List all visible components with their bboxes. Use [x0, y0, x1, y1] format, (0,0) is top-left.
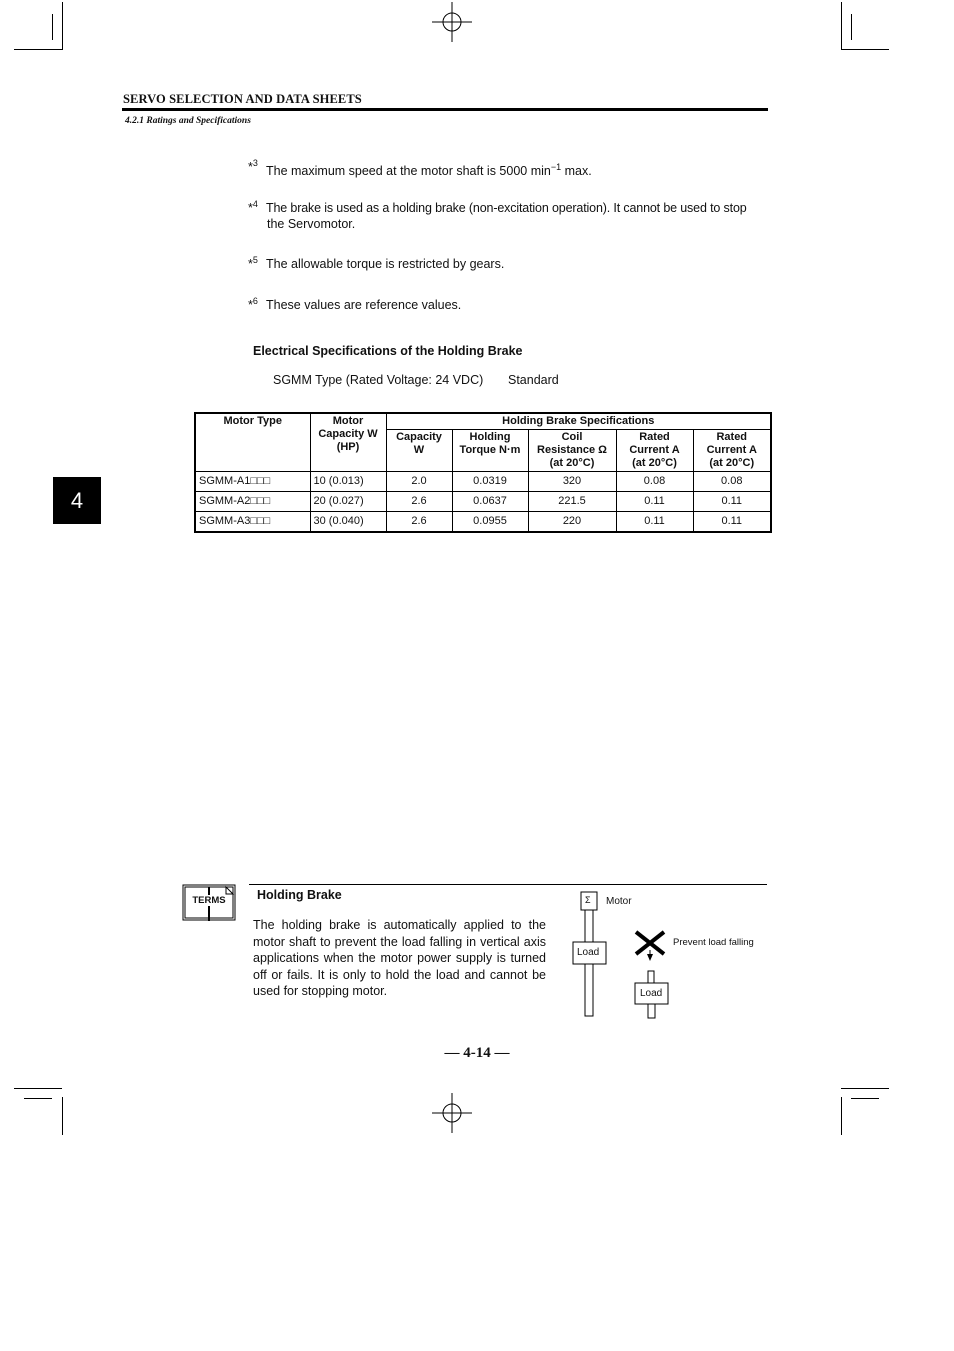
header-brake-specs: Holding Brake Specifications — [386, 413, 771, 430]
cell-torque: 0.0637 — [452, 492, 528, 512]
cell-capacity: 2.6 — [386, 492, 452, 512]
footnote-3: *$^3$ The maximum speed at the motor shaft is 5000 $\min^{-1} \max$. — [248, 158, 592, 179]
cell-motor-capacity: 30 (0.040) — [310, 512, 386, 533]
holding-brake-diagram — [570, 888, 770, 1023]
footnote-5: *$^5$ The allowable torque is restricted by gears. — [248, 255, 505, 272]
header-motor-type: Motor Type — [195, 413, 310, 472]
cell-motor-capacity: 20 (0.027) — [310, 492, 386, 512]
table-row — [195, 492, 771, 512]
section-subheader: 4.2.1 Ratings and Specifications — [125, 116, 251, 126]
header-motor-capacity: Motor Capacity W (HP) — [310, 413, 386, 472]
cell-capacity: 2.0 — [386, 472, 452, 492]
running-header: SERVO SELECTION AND DATA SHEETS — [123, 92, 362, 106]
load-label-left: Load — [577, 947, 600, 958]
sigma-symbol: Σ — [585, 895, 591, 905]
header-holding-torque: Holding Torque N·m — [452, 430, 528, 472]
crop-mark — [851, 1098, 879, 1099]
cell-torque: 0.0319 — [452, 472, 528, 492]
footnote-6: *$^6$ These values are reference values. — [248, 296, 462, 313]
prevent-label: Prevent load falling — [673, 937, 754, 948]
chapter-tab: 4 — [53, 477, 101, 524]
table-row — [195, 472, 771, 492]
crop-mark — [62, 1097, 63, 1135]
header-rated-current: Rated Current A (at 20°C) — [616, 430, 693, 472]
cell-torque: 0.0955 — [452, 512, 528, 533]
cell-resistance: 320 — [528, 472, 616, 492]
registration-mark — [432, 2, 472, 42]
cell-resistance: 220 — [528, 512, 616, 533]
header-rated-current: Rated Current A (at 20°C) — [693, 430, 771, 472]
page-number: — 4-14 — — [444, 1045, 510, 1061]
load-label-right: Load — [640, 988, 663, 999]
type-line: SGMM Type (Rated Voltage: 24 VDC) — [273, 373, 484, 387]
cell-current: 0.11 — [693, 492, 771, 512]
brake-spec-table — [194, 412, 772, 533]
cell-current: 0.08 — [616, 472, 693, 492]
table-row — [195, 512, 771, 533]
crop-mark — [841, 1088, 889, 1089]
registration-mark — [432, 1093, 472, 1133]
terms-title: Holding Brake — [257, 888, 342, 902]
crop-mark — [841, 2, 842, 50]
terms-book-icon — [182, 884, 236, 922]
cell-motor-capacity: 10 (0.013) — [310, 472, 386, 492]
cell-motor-type: SGMM-A2□□□ — [195, 492, 310, 512]
terms-body: The holding brake is automatically applied to the motor shaft to prevent the load falling in vertical axis applications when the motor power supply is turned off or fails. It is only to hold the load and cannot be used for stopping motor. — [253, 918, 546, 998]
section-title: Electrical Specifications of the Holding Brake — [253, 344, 523, 358]
cell-current: 0.11 — [616, 492, 693, 512]
cell-current: 0.08 — [693, 472, 771, 492]
header-capacity: Capacity W — [386, 430, 452, 472]
cell-motor-type: SGMM-A3□□□ — [195, 512, 310, 533]
footnote-4: *$^4$ The brake is used as a holding brake (non-excitation operation). It cannot be used to stop the Servomotor. — [248, 199, 747, 231]
cell-motor-type: SGMM-A1□□□ — [195, 472, 310, 492]
header-coil-resistance: Coil Resistance Ω (at 20°C) — [528, 430, 616, 472]
header-rule — [122, 108, 768, 111]
cell-resistance: 221.5 — [528, 492, 616, 512]
crop-mark — [52, 14, 53, 40]
cell-capacity: 2.6 — [386, 512, 452, 533]
terms-label: TERMS — [192, 895, 226, 906]
crop-mark — [14, 1088, 62, 1089]
crop-mark — [851, 14, 852, 40]
terms-rule — [249, 884, 767, 885]
crop-mark — [841, 49, 889, 50]
cell-current: 0.11 — [616, 512, 693, 533]
standard-label: Standard — [508, 373, 559, 387]
crop-mark — [24, 1098, 52, 1099]
crop-mark — [62, 2, 63, 50]
crop-mark — [14, 49, 62, 50]
cell-current: 0.11 — [693, 512, 771, 533]
motor-label: Motor — [606, 896, 632, 907]
crop-mark — [841, 1097, 842, 1135]
